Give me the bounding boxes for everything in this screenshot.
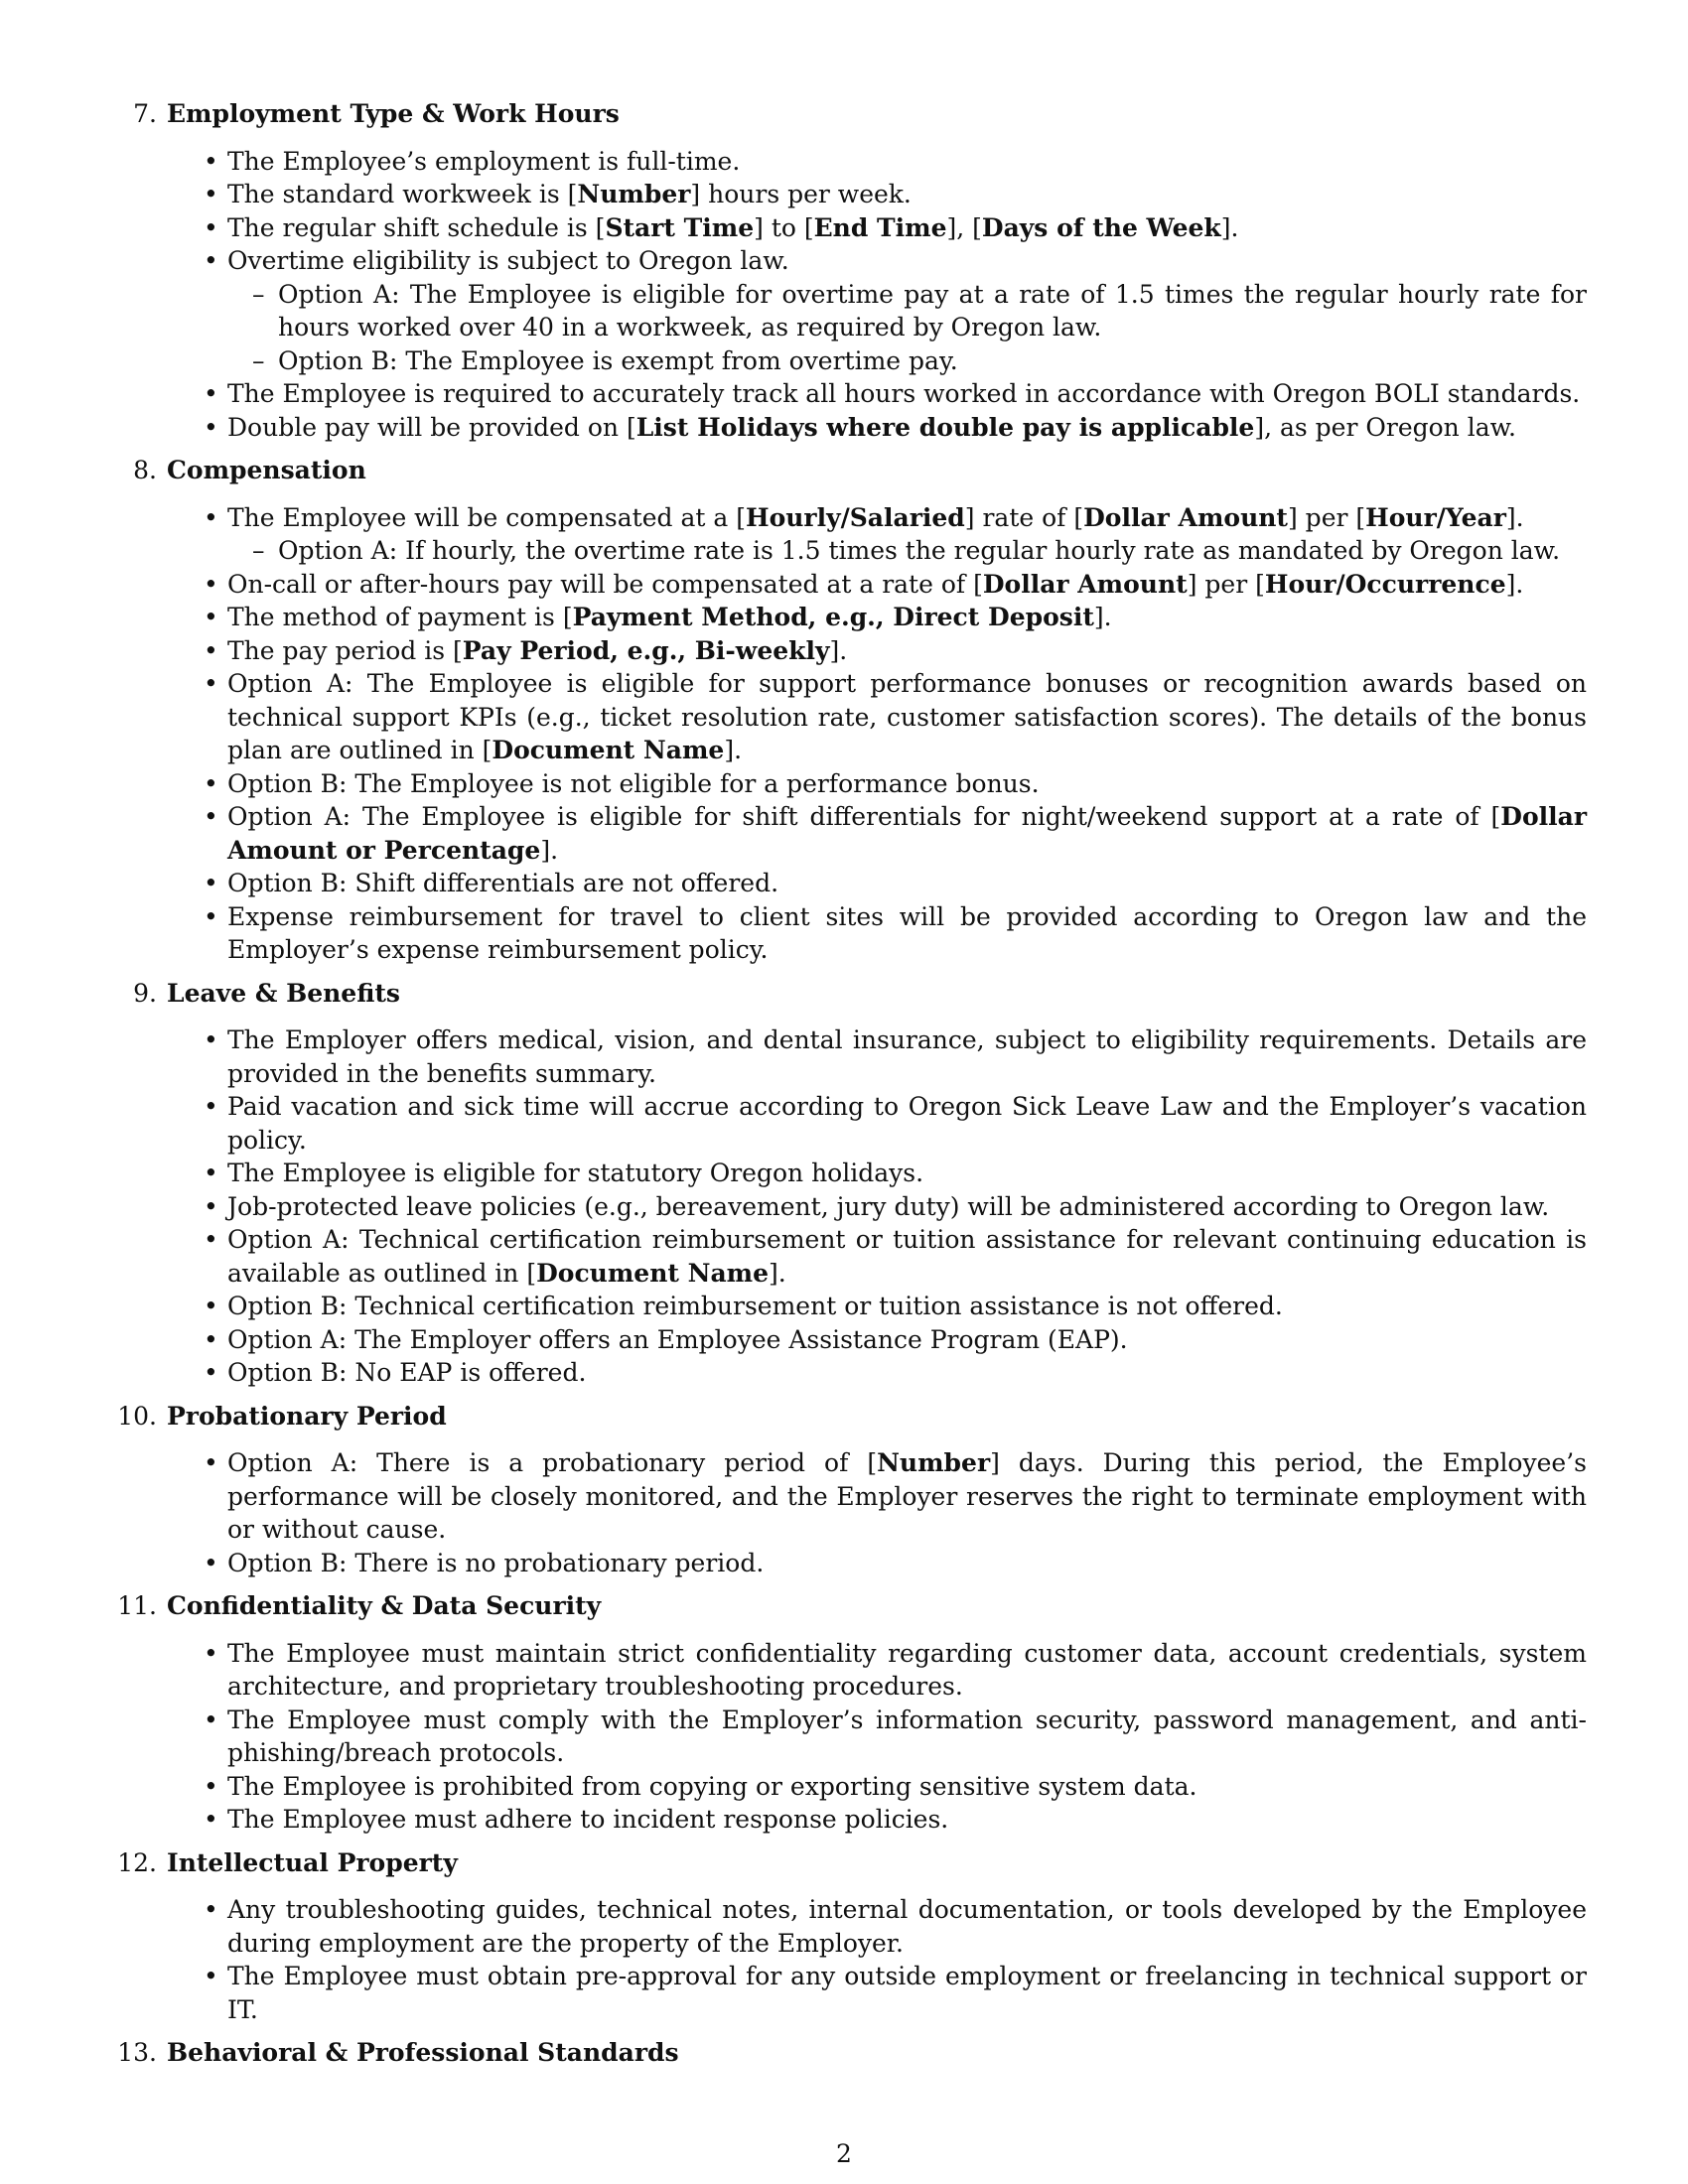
list-item: [227, 1323, 1587, 1357]
text-run: ].: [724, 736, 743, 764]
text-run: ] per [: [1187, 569, 1265, 599]
section-heading: [117, 1846, 1587, 1880]
section: [133, 97, 1587, 444]
text-run: The standard workweek is [: [227, 180, 578, 208]
bullet-list: [167, 1024, 1587, 1390]
text-run: ] rate of [: [964, 502, 1084, 532]
list-item: [227, 211, 1587, 245]
section-number: 7.: [133, 99, 157, 128]
section-title: Intellectual Property: [167, 1847, 458, 1877]
section-heading: [133, 454, 1587, 487]
bullet-list: [167, 501, 1587, 967]
section: [117, 2036, 1587, 2070]
text-run: Overtime eligibility is subject to Oregon law.: [227, 246, 789, 275]
text-run: The Employee is required to accurately track all hours worked in accordance with Oregon BOLI standards.: [227, 379, 1581, 408]
placeholder-field: Hourly/Salaried: [745, 502, 965, 532]
section-number: 9.: [133, 978, 157, 1008]
text-run: Option B: The Employee is not eligible for a performance bonus.: [227, 768, 1040, 798]
text-run: The pay period is [: [227, 635, 463, 665]
list-item: [227, 1770, 1587, 1804]
section-title: Leave & Benefits: [167, 978, 401, 1008]
placeholder-field: Document Name: [492, 736, 725, 764]
section: [117, 1400, 1587, 1580]
list-item: [227, 244, 1587, 377]
section-heading: [133, 97, 1587, 131]
text-run: Option B: The Employee is exempt from overtime pay.: [278, 345, 958, 375]
text-run: ].: [1505, 569, 1524, 599]
section-title: Employment Type & Work Hours: [167, 99, 620, 128]
text-run: Option A: If hourly, the overtime rate is 1.5 times the regular hourly rate as mandated by Oregon law.: [278, 536, 1561, 565]
text-run: Option A: The Employer offers an Employee Assistance Program (EAP).: [227, 1324, 1128, 1354]
text-run: Option A: The Employee is eligible for overtime pay at a rate of 1.5 times the regular hourly rate for hours worked over 40 in a workweek, as required by Oregon law.: [278, 279, 1587, 341]
section-number: 13.: [117, 2038, 157, 2067]
section-title: Probationary Period: [167, 1401, 447, 1431]
list-item: [227, 634, 1587, 668]
text-run: ] days. During this period, the Employee’s performance will be closely monitored, and the Employer reserves the right to terminate employment with or without cause.: [227, 1448, 1587, 1544]
placeholder-field: Document Name: [536, 1258, 770, 1288]
placeholder-field: List Holidays where double pay is applicable: [635, 412, 1255, 442]
sub-list-item: [278, 278, 1587, 344]
sub-list: [227, 534, 1587, 568]
text-run: The Employee is eligible for statutory Oregon holidays.: [227, 1159, 924, 1187]
section-heading: [117, 1400, 1587, 1433]
bullet-list: [167, 1637, 1587, 1837]
text-run: Option B: There is no probationary period.: [227, 1548, 765, 1577]
list-item: [227, 1704, 1587, 1770]
text-run: The regular shift schedule is [: [227, 212, 606, 242]
list-item: [227, 1960, 1587, 2026]
text-run: ].: [540, 835, 559, 865]
list-item: [227, 800, 1587, 867]
text-run: Double pay will be provided on [: [227, 412, 636, 442]
list-item: [227, 501, 1587, 568]
section-heading: [117, 2036, 1587, 2070]
document-body: [117, 97, 1587, 2084]
text-run: Paid vacation and sick time will accrue according to Oregon Sick Leave Law and the Employer’s vacation policy.: [227, 1092, 1587, 1155]
list-item: [227, 1290, 1587, 1323]
sub-list-item: [278, 344, 1587, 378]
placeholder-field: Hour/Occurrence: [1264, 569, 1506, 599]
placeholder-field: Number: [877, 1448, 991, 1477]
text-run: Option B: Technical certification reimbursement or tuition assistance is not offered.: [227, 1292, 1283, 1320]
text-run: The method of payment is [: [227, 603, 573, 631]
text-run: Any troubleshooting guides, technical notes, internal documentation, or tools developed by the Employee during employment are the property of the Employer.: [227, 1895, 1587, 1958]
placeholder-field: Pay Period, e.g., Bi-weekly: [462, 635, 830, 665]
section-title: Confidentiality & Data Security: [167, 1591, 602, 1620]
list-item: [227, 1893, 1587, 1960]
section: [117, 1589, 1587, 1837]
page-number: 2: [836, 2139, 852, 2168]
placeholder-field: Start Time: [605, 212, 755, 242]
list-item: [227, 1090, 1587, 1157]
text-run: ], [: [946, 212, 982, 242]
placeholder-field: Days of the Week: [981, 212, 1221, 242]
text-run: The Employer offers medical, vision, and dental insurance, subject to eligibility requirements. Details are provided in the benefits summary.: [227, 1025, 1587, 1088]
bullet-list: [167, 145, 1587, 445]
list-item: [227, 1223, 1587, 1290]
text-run: Job-protected leave policies (e.g., bereavement, jury duty) will be administered according to Oregon law.: [227, 1191, 1550, 1221]
list-item: [227, 568, 1587, 602]
text-run: ].: [1093, 603, 1112, 631]
section: [133, 454, 1587, 967]
bullet-list: [167, 1446, 1587, 1579]
placeholder-field: Dollar Amount or Percentage: [227, 802, 1587, 865]
placeholder-field: Dollar Amount: [1083, 502, 1288, 532]
list-item: [227, 377, 1587, 411]
text-run: ].: [1220, 212, 1239, 242]
text-run: The Employee’s employment is full-time.: [227, 146, 741, 176]
placeholder-field: Hour/Year: [1365, 502, 1506, 532]
list-item: [227, 1803, 1587, 1837]
list-item: [227, 1637, 1587, 1704]
text-run: The Employee must adhere to incident response policies.: [227, 1805, 949, 1834]
list-item: [227, 601, 1587, 634]
section-number: 11.: [117, 1591, 157, 1620]
text-run: Option B: Shift differentials are not offered.: [227, 869, 779, 897]
list-item: [227, 1190, 1587, 1224]
text-run: The Employee must comply with the Employer’s information security, password management, and anti-phishing/breach protocols.: [227, 1705, 1587, 1767]
text-run: ] to [: [754, 212, 814, 242]
list-item: [227, 867, 1587, 900]
text-run: ] per [: [1287, 502, 1366, 532]
text-run: Option A: The Employee is eligible for shift differentials for night/weekend support at a rate of [: [227, 802, 1501, 831]
placeholder-field: Dollar Amount: [982, 569, 1188, 599]
section-number: 8.: [133, 456, 157, 484]
sub-list-item: [278, 534, 1587, 568]
list-item: [227, 667, 1587, 767]
list-item: [227, 1157, 1587, 1190]
section-heading: [133, 977, 1587, 1011]
list-item: [227, 411, 1587, 445]
section-number: 12.: [117, 1847, 157, 1877]
text-run: Option B: No EAP is offered.: [227, 1358, 587, 1387]
section-number: 10.: [117, 1401, 157, 1431]
list-item: [227, 900, 1587, 967]
section-title: Compensation: [167, 456, 366, 484]
text-run: The Employee will be compensated at a [: [227, 502, 746, 532]
list-item: [227, 145, 1587, 179]
list-item: [227, 1356, 1587, 1390]
list-item: [227, 1024, 1587, 1090]
bullet-list: [167, 1893, 1587, 2026]
list-item: [227, 178, 1587, 211]
sub-list: [227, 278, 1587, 378]
text-run: ].: [1505, 502, 1524, 532]
section: [133, 977, 1587, 1390]
placeholder-field: End Time: [813, 212, 947, 242]
text-run: Option A: There is a probationary period of [: [227, 1448, 878, 1477]
text-run: Option A: Technical certification reimbursement or tuition assistance for relevant continuing education is available as outlined in [: [227, 1225, 1587, 1288]
placeholder-field: Number: [577, 180, 691, 208]
section-title: Behavioral & Professional Standards: [167, 2038, 679, 2067]
text-run: Option A: The Employee is eligible for support performance bonuses or recognition awards based on technical support KPIs (e.g., ticket resolution rate, customer satisfaction scores). The details of the bonus plan are outlined in [: [227, 669, 1587, 764]
text-run: ].: [829, 635, 848, 665]
text-run: The Employee must maintain strict confidentiality regarding customer data, account credentials, system architecture, and proprietary troubleshooting procedures.: [227, 1638, 1587, 1701]
section-heading: [117, 1589, 1587, 1623]
text-run: On-call or after-hours pay will be compensated at a rate of [: [227, 569, 983, 599]
text-run: ], as per Oregon law.: [1254, 412, 1516, 442]
list-item: [227, 1446, 1587, 1547]
placeholder-field: Payment Method, e.g., Direct Deposit: [572, 603, 1094, 631]
text-run: The Employee must obtain pre-approval for any outside employment or freelancing in technical support or IT.: [227, 1962, 1587, 2024]
text-run: ].: [769, 1258, 786, 1288]
list-item: [227, 1547, 1587, 1580]
section: [117, 1846, 1587, 2027]
text-run: ] hours per week.: [690, 180, 912, 208]
text-run: Expense reimbursement for travel to client sites will be provided according to Oregon law and the Employer’s expense reimbursement policy.: [227, 901, 1587, 964]
list-item: [227, 767, 1587, 801]
text-run: The Employee is prohibited from copying or exporting sensitive system data.: [227, 1771, 1197, 1801]
